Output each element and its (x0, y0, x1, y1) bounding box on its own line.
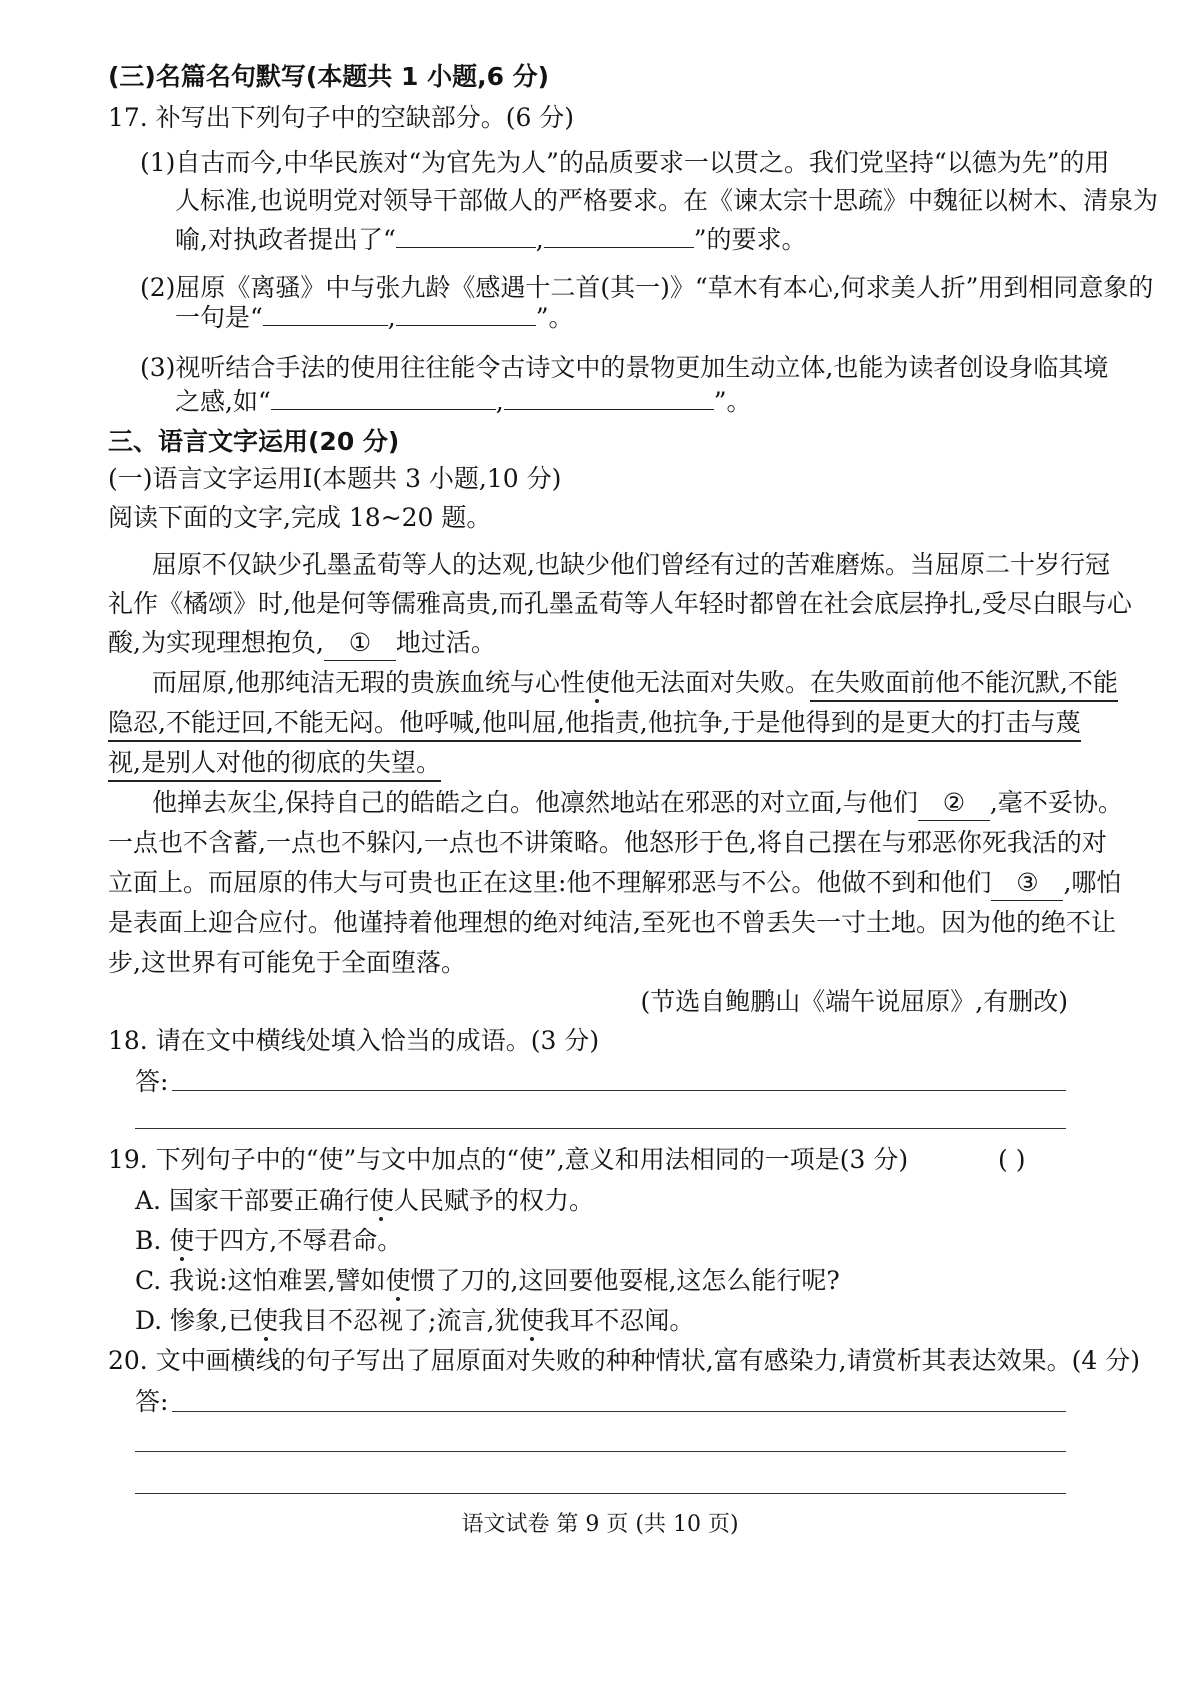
q18-answer-line-2[interactable] (135, 1128, 1066, 1129)
fill-blank[interactable] (263, 301, 388, 326)
passage-p3-line3: 立面上。而屈原的伟大与可贵也正在这里:他不理解邪恶与不公。他做不到和他们 ③ ,哪怕 (108, 866, 1121, 901)
dotted-char-shi: 使 (584, 668, 610, 697)
fill-blank[interactable] (396, 223, 536, 248)
passage-blank-2[interactable]: ② (918, 786, 990, 821)
fill-blank[interactable] (504, 385, 714, 410)
dotted-char-shi: 使 (385, 1266, 411, 1295)
q17-item2-line1: (2)屈原《离骚》中与张九龄《感遇十二首(其一)》“草木有本心,何求美人折”用到相同意象的 (140, 273, 1154, 302)
fill-blank[interactable] (544, 223, 694, 248)
passage-p3-line1: 他掸去灰尘,保持自己的皓皓之白。他凛然地站在邪恶的对立面,与他们 ② ,毫不妥协。 (152, 786, 1123, 821)
q17-item1-line2: 人标准,也说明党对领导干部做人的严格要求。在《谏太宗十思疏》中魏征以树木、清泉为 (175, 186, 1158, 215)
underlined-sentence: 隐忍,不能迂回,不能无闷。他呼喊,他叫屈,他指责,他抗争,于是他得到的是更大的打击与蔑 (108, 708, 1081, 742)
q17-item3-line2: 之感,如“ , ”。 (175, 387, 752, 416)
q19-answer-bracket[interactable]: ( ) (998, 1145, 1026, 1174)
q19-option-d[interactable]: D. 惨象,已使我目不忍视了;流言,犹使我耳不忍闻。 (135, 1306, 695, 1335)
passage-p2-line1: 而屈原,他那纯洁无瑕的贵族血统与心性使他无法面对失败。在失败面前他不能沉默,不能 (152, 666, 1118, 700)
q20-answer-line-1[interactable] (172, 1411, 1066, 1412)
passage-blank-1[interactable]: ① (324, 626, 396, 661)
part3-header: 三、语言文字运用(20 分) (108, 427, 400, 456)
q20-answer-label: 答: (135, 1387, 169, 1416)
question-19-title: 19. 下列句子中的“使”与文中加点的“使”,意义和用法相同的一项是(3 分) (108, 1145, 909, 1174)
passage-blank-3[interactable]: ③ (991, 866, 1063, 901)
question-18-title: 18. 请在文中横线处填入恰当的成语。(3 分) (108, 1026, 600, 1055)
q17-item2-line2: 一句是“ , ”。 (175, 303, 574, 332)
question-17-title: 17. 补写出下列句子中的空缺部分。(6 分) (108, 103, 575, 132)
passage-p3-line5: 步,这世界有可能免于全面堕落。 (108, 948, 466, 977)
passage-p2-line2 (108, 706, 1081, 740)
q19-option-a[interactable]: A. 国家干部要正确行使人民赋予的权力。 (135, 1186, 594, 1215)
fill-blank[interactable] (271, 385, 496, 410)
q18-answer-label: 答: (135, 1067, 169, 1096)
q18-answer-line-1[interactable] (172, 1090, 1066, 1091)
underlined-sentence: 在失败面前他不能沉默,不能 (810, 668, 1118, 702)
passage-p1-line3: 酸,为实现理想抱负, ① 地过活。 (108, 626, 496, 661)
q17-item3-line1: (3)视听结合手法的使用往往能令古诗文中的景物更加生动立体,也能为读者创设身临其境 (140, 353, 1109, 382)
passage-p1-line2: 礼作《橘颂》时,他是何等儒雅高贵,而孔墨孟荀等人年轻时都曾在社会底层挣扎,受尽白眼与心 (108, 589, 1132, 618)
passage-p2-line3 (108, 746, 441, 780)
q19-option-b[interactable]: B. 使于四方,不辱君命。 (135, 1226, 403, 1255)
passage-p3-line4: 是表面上迎合应付。他谨持着他理想的绝对纯洁,至死也不曾丢失一寸土地。因为他的绝不让 (108, 908, 1116, 937)
passage-source: (节选自鲍鹏山《端午说屈原》,有删改) (640, 987, 1068, 1016)
dotted-char-shi: 使 (169, 1226, 195, 1255)
q20-answer-line-2[interactable] (135, 1451, 1066, 1452)
reading-instruction: 阅读下面的文字,完成 18~20 题。 (108, 503, 492, 532)
question-20-title: 20. 文中画横线的句子写出了屈原面对失败的种种情状,富有感染力,请赏析其表达效果。(4 分) (108, 1346, 1140, 1375)
dotted-char-shi: 使 (519, 1306, 545, 1335)
q17-item1-line3: 喻,对执政者提出了“ , ”的要求。 (175, 225, 807, 254)
dotted-char-shi: 使 (368, 1186, 394, 1215)
part3-subheader: (一)语言文字运用Ⅰ(本题共 3 小题,10 分) (108, 464, 562, 493)
section-header-famous-lines: (三)名篇名句默写(本题共 1 小题,6 分) (108, 62, 550, 91)
underlined-sentence: 视,是别人对他的彻底的失望。 (108, 748, 441, 782)
q17-item1-line1: (1)自古而今,中华民族对“为官先为人”的品质要求一以贯之。我们党坚持“以德为先”的用 (140, 148, 1110, 177)
dotted-char-shi: 使 (253, 1306, 279, 1335)
page-footer: 语文试卷 第 9 页 (共 10 页) (461, 1512, 739, 1537)
fill-blank[interactable] (396, 301, 536, 326)
passage-p1-line1: 屈原不仅缺少孔墨孟荀等人的达观,也缺少他们曾经有过的苦难磨炼。当屈原二十岁行冠 (152, 550, 1110, 579)
passage-p3-line2: 一点也不含蓄,一点也不躲闪,一点也不讲策略。他怒形于色,将自己摆在与邪恶你死我活的对 (108, 828, 1107, 857)
q19-option-c[interactable]: C. 我说:这怕难罢,譬如使惯了刀的,这回要他耍棍,这怎么能行呢? (135, 1266, 840, 1295)
q20-answer-line-3[interactable] (135, 1493, 1066, 1494)
